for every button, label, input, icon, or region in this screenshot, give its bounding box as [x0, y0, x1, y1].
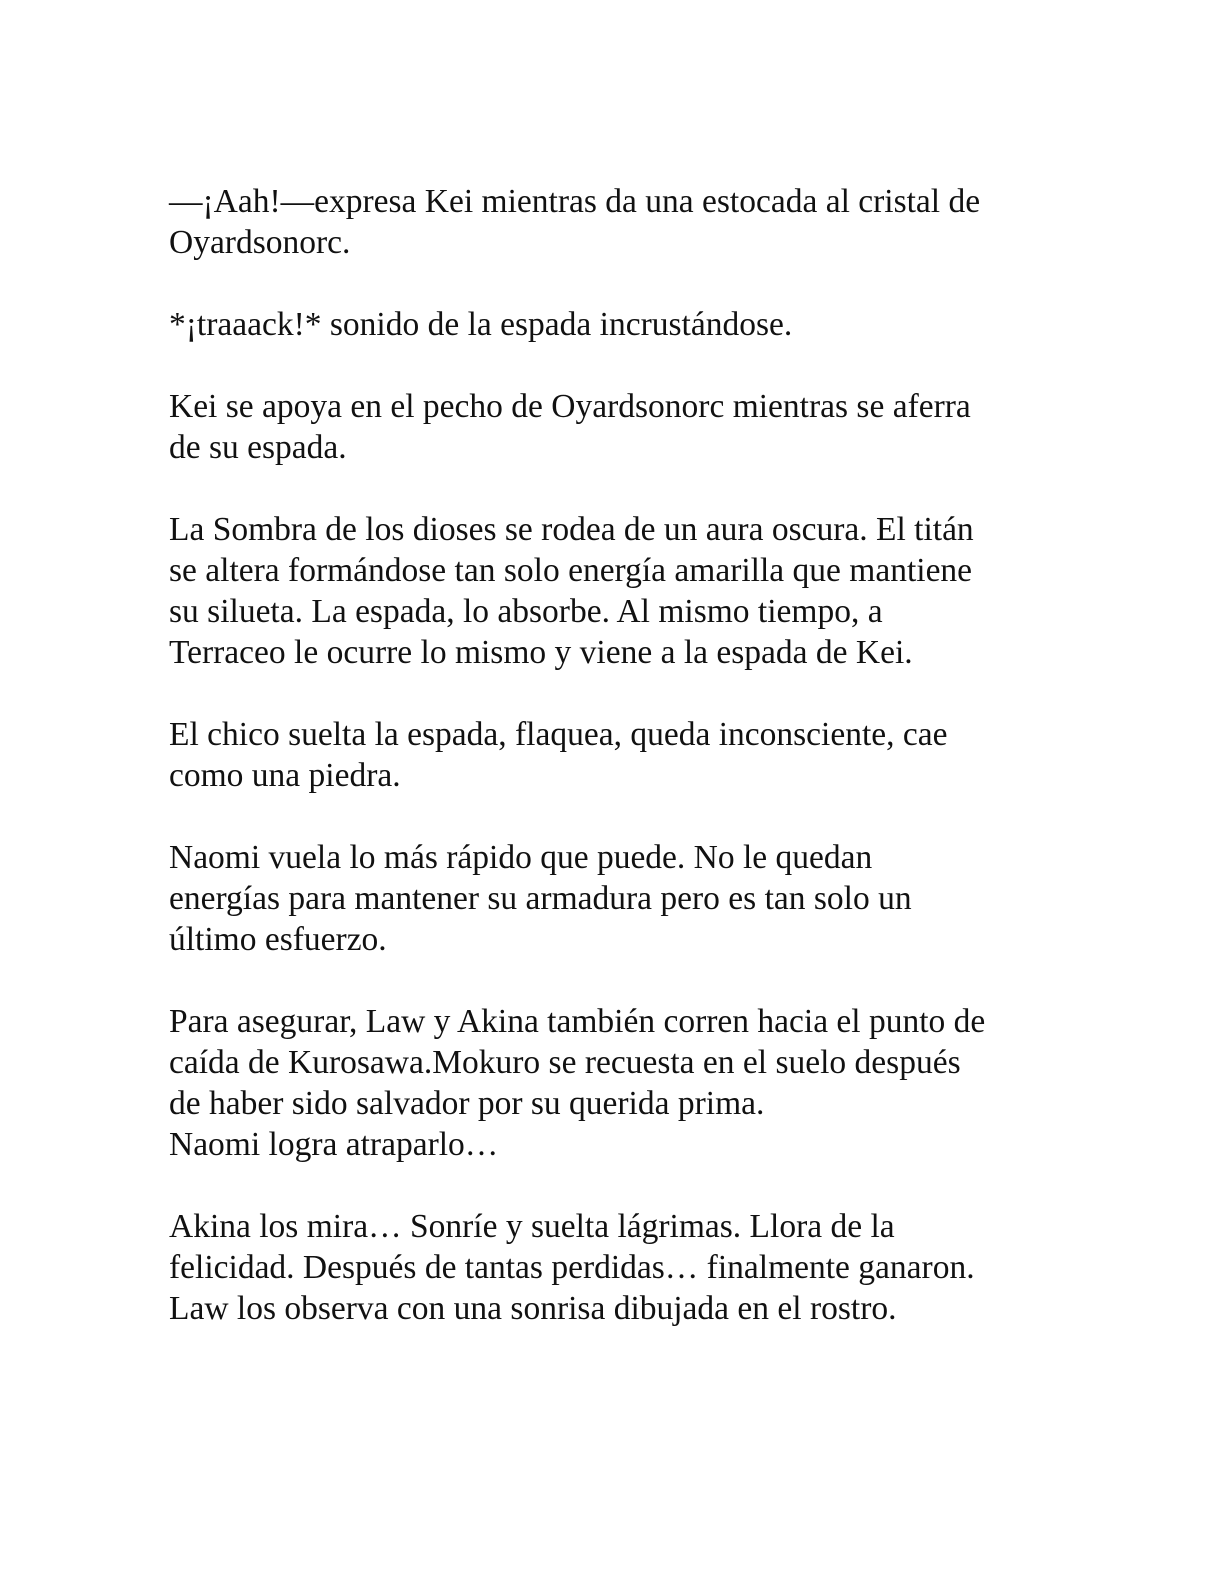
text-line: Terraceo le ocurre lo mismo y viene a la espada de Kei.: [169, 634, 913, 671]
text-line: de haber sido salvador por su querida prima.: [169, 1085, 765, 1122]
document-body: [169, 181, 1069, 1370]
paragraph: [169, 714, 1069, 796]
text-line: último esfuerzo.: [169, 921, 387, 958]
text-line: La Sombra de los dioses se rodea de un aura oscura. El titán: [169, 511, 974, 548]
text-line: Akina los mira… Sonríe y suelta lágrimas. Llora de la: [169, 1208, 895, 1245]
paragraph: [169, 837, 1069, 960]
text-line: Kei se apoya en el pecho de Oyardsonorc mientras se aferra: [169, 388, 971, 425]
text-line: Oyardsonorc.: [169, 224, 351, 261]
paragraph: [169, 386, 1069, 468]
paragraph: [169, 1001, 1069, 1165]
text-line: Naomi logra atraparlo…: [169, 1126, 499, 1163]
text-line: El chico suelta la espada, flaquea, queda inconsciente, cae: [169, 716, 948, 753]
text-line: su silueta. La espada, lo absorbe. Al mismo tiempo, a: [169, 593, 883, 630]
text-line: Law los observa con una sonrisa dibujada en el rostro.: [169, 1290, 897, 1327]
text-line: se altera formándose tan solo energía amarilla que mantiene: [169, 552, 973, 589]
text-line: —¡Aah!—expresa Kei mientras da una estocada al cristal de: [169, 183, 981, 220]
text-line: caída de Kurosawa.Mokuro se recuesta en el suelo después: [169, 1044, 961, 1081]
text-line: Naomi vuela lo más rápido que puede. No le quedan: [169, 839, 873, 876]
text-line: energías para mantener su armadura pero es tan solo un: [169, 880, 912, 917]
paragraph: [169, 1206, 1069, 1329]
text-line: Para asegurar, Law y Akina también corren hacia el punto de: [169, 1003, 986, 1040]
text-line: *¡traaack!* sonido de la espada incrustándose.: [169, 306, 793, 343]
paragraph: [169, 181, 1069, 263]
text-line: de su espada.: [169, 429, 347, 466]
paragraph: [169, 509, 1069, 673]
text-line: como una piedra.: [169, 757, 401, 794]
text-line: felicidad. Después de tantas perdidas… finalmente ganaron.: [169, 1249, 975, 1286]
paragraph: [169, 304, 1069, 345]
